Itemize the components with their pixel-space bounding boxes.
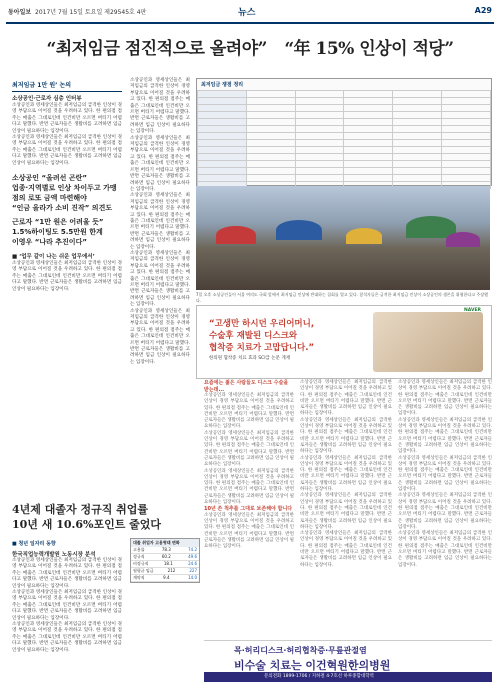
issue-table-cell — [393, 140, 442, 147]
employment-cell-label: 고용률 — [133, 547, 145, 552]
issue-table-cell — [295, 91, 344, 98]
issue-table-cell — [246, 98, 295, 105]
issue-table-cell — [246, 91, 295, 98]
employment-row — [131, 575, 199, 582]
ad-line-1: “고생만 하시던 우리어머니, — [209, 319, 315, 329]
issue-table-cell — [246, 112, 295, 119]
quote-line-2: 업종·지역별로 인상 차이두고 가맹점의 로또 금액 마련해야 — [12, 184, 117, 203]
col2-text-2: 소상공인과 영세상인들은 최저임금의 급격한 인상이 경영 부담으로 이어질 것을 우려하고 있다. 한 편의점 점주는 매출은 그대로인데 인건비만 오르면 버티기 어렵다고 말했다. 반면 근로자들은 생활비를 고려하면 임금 인상이 필요하다는 입장이다. — [130, 135, 190, 192]
issue-table-row — [198, 168, 491, 175]
issue-table-cell — [295, 133, 344, 140]
employment-cell-v2: 24.6 — [188, 561, 197, 566]
headline-left: “최저임금 점진적으로 올려야” — [46, 39, 267, 59]
issue-table-cell — [246, 105, 295, 112]
issue-table-cell — [295, 154, 344, 161]
issue-table-cell — [442, 105, 491, 112]
issue-table-cell — [295, 105, 344, 112]
issue-table-cell — [442, 175, 491, 182]
stats-body-3: 소상공인과 영세상인들은 최저임금의 급격한 인상이 경영 부담으로 이어질 것을 우려하고 있다. 한 편의점 점주는 매출은 그대로인데 인건비만 오르면 버티기 어렵다고 말했다. 반면 근로자들은 생활비를 고려하면 임금 인상이 필요하다는 입장이다. — [12, 622, 122, 653]
issue-table-cell — [295, 175, 344, 182]
side-subhead: 소상공인·근로자 심층 인터뷰 — [12, 96, 82, 102]
employment-cell-label: 월평균 임금 — [133, 568, 154, 573]
issue-table-cell — [344, 91, 393, 98]
col2-text-5: 소상공인과 영세상인들은 최저임금의 급격한 인상이 경영 부담으로 이어질 것을 우려하고 있다. 한 편의점 점주는 매출은 그대로인데 인건비만 오르면 버티기 어렵다고 말했다. 반면 근로자들은 생활비를 고려하면 임금 인상이 필요하다는 입장이다. — [130, 308, 190, 365]
ad-column-1 — [204, 380, 294, 551]
issue-table-cell — [393, 91, 442, 98]
issue-table-cell — [442, 91, 491, 98]
issue-table-cell — [344, 140, 393, 147]
ad-red-text-2: 10년 쓴 척추를 그대로 보존해야 합니다 — [204, 506, 293, 513]
ad-body-3: 소상공인과 영세상인들은 최저임금의 급격한 인상이 경영 부담으로 이어질 것을 우려하고 있다. 한 편의점 점주는 매출은 그대로인데 인건비만 오르면 버티기 어렵다고 말했다. 반면 근로자들은 생활비를 고려하면 임금 인상이 필요하다는 입장이다. — [204, 468, 294, 506]
issue-table-cell — [393, 119, 442, 126]
employment-row — [131, 568, 199, 575]
issue-table-cell — [198, 126, 247, 133]
issue-table-cell — [198, 175, 247, 182]
ad-body-10: 소상공인과 영세상인들은 최저임금의 급격한 인상이 경영 부담으로 이어질 것을 우려하고 있다. 한 편의점 점주는 매출은 그대로인데 인건비만 오르면 버티기 어렵다고 말했다. 반면 근로자들은 생활비를 고려하면 임금 인상이 필요하다는 입장이다. — [398, 380, 492, 417]
issue-table-cell — [393, 161, 442, 168]
employment-table-title: 대졸 취업자 고용형태 변화 — [131, 539, 199, 547]
employment-cell-v2: 49.6 — [188, 554, 197, 559]
issue-table-cell — [295, 126, 344, 133]
section-label: 뉴스 — [238, 8, 256, 18]
ad-column-3 — [398, 380, 492, 569]
issue-table-cell — [198, 98, 247, 105]
issue-table-cell — [442, 112, 491, 119]
issue-table-cell — [442, 168, 491, 175]
side-title: 최저임금 1만 원’ 논의 — [12, 80, 122, 92]
issue-table-cell — [295, 140, 344, 147]
issue-table-row — [198, 126, 491, 133]
issue-table-cell — [393, 98, 442, 105]
photo-caption: 7일 오후 소상공인들이 서울 여의도 국회 앞에서 최저임금 인상에 반대하는 집회를 열고 있다. 참석자들은 급격한 최저임금 인상이 소상공인의 생존을 위협한다고 주장했다. — [196, 292, 488, 303]
issue-table-cell — [442, 154, 491, 161]
issue-table-cell — [198, 119, 247, 126]
issue-table-cell — [295, 119, 344, 126]
issue-table-cell — [295, 112, 344, 119]
issue-table-cell — [246, 126, 295, 133]
issue-table-cell — [198, 133, 247, 140]
ad-column-2 — [300, 380, 392, 569]
employment-cell-v1: 78.3 — [161, 547, 171, 552]
issue-table-cell — [198, 112, 247, 119]
clinic-ad[interactable] — [196, 305, 492, 379]
side-body-3: 소상공인과 영세상인들은 최저임금의 급격한 인상이 경영 부담으로 이어질 것을 우려하고 있다. 한 편의점 점주는 매출은 그대로인데 인건비만 오르면 버티기 어렵다고 말했다. 반면 근로자들은 생활비를 고려하면 임금 인상이 필요하다는 입장이다. — [12, 261, 122, 292]
ad-body-12: 소상공인과 영세상인들은 최저임금의 급격한 인상이 경영 부담으로 이어질 것을 우려하고 있다. 한 편의점 점주는 매출은 그대로인데 인건비만 오르면 버티기 어렵다고 말했다. 반면 근로자들은 생활비를 고려하면 임금 인상이 필요하다는 입장이다. — [398, 455, 492, 493]
quote-line-3: “인금 올라가 소비 진작” 의견도 — [12, 204, 113, 213]
issue-table-title: 최저임금 쟁점 정리 — [201, 82, 244, 88]
issue-table-cell — [344, 119, 393, 126]
issue-table-row — [198, 133, 491, 140]
quote-line-1: 소상공인 “올려선 곤란” — [12, 174, 87, 183]
employment-cell-label: 비정규직 — [133, 561, 149, 566]
issue-table-cell — [344, 98, 393, 105]
headline-right: “年 15% 인상이 적당” — [284, 39, 454, 59]
issue-table-cell — [246, 147, 295, 154]
issue-table-cell — [344, 168, 393, 175]
issue-table-cell — [246, 175, 295, 182]
issue-table-cell — [198, 154, 247, 161]
umbrella-shape — [216, 226, 256, 244]
issue-date: 2017년 7월 15일 토요일 제29545호 4판 — [35, 9, 147, 16]
employment-row — [131, 561, 199, 568]
issue-table-row — [198, 154, 491, 161]
issue-table-cell — [295, 98, 344, 105]
issue-table-cell — [344, 112, 393, 119]
ad-body-4: 소상공인과 영세상인들은 최저임금의 급격한 인상이 경영 부담으로 이어질 것을 우려하고 있다. 한 편의점 점주는 매출은 그대로인데 인건비만 오르면 버티기 어렵다고 말했다. 반면 근로자들은 생활비를 고려하면 임금 인상이 필요하다는 입장이다. — [204, 512, 294, 550]
ad-body-8: 소상공인과 영세상인들은 최저임금의 급격한 인상이 경영 부담으로 이어질 것을 우려하고 있다. 한 편의점 점주는 매출은 그대로인데 인건비만 오르면 버티기 어렵다고 말했다. 반면 근로자들은 생활비를 고려하면 임금 인상이 필요하다는 입장이다. — [300, 493, 392, 530]
issue-table-cell — [295, 168, 344, 175]
lower-headline-2: 10년 새 10.6%포인트 줄었다 — [12, 518, 162, 531]
employment-cell-label: 정규직 — [133, 554, 145, 559]
bottom-ad-line-1: 목·허리디스크·허리협착증·무릎관절염 — [234, 646, 367, 655]
side-body-2: 소상공인과 영세상인들은 최저임금의 급격한 인상이 경영 부담으로 이어질 것을 우려하고 있다. 한 편의점 점주는 매출은 그대로인데 인건비만 오르면 버티기 어렵다고 말했다. 반면 근로자들은 생활비를 고려하면 임금 인상이 필요하다는 입장이다. — [12, 135, 122, 166]
issue-table-cell — [198, 161, 247, 168]
ad-body-2: 소상공인과 영세상인들은 최저임금의 급격한 인상이 경영 부담으로 이어질 것을 우려하고 있다. 한 편의점 점주는 매출은 그대로인데 인건비만 오르면 버티기 어렵다고 말했다. 반면 근로자들은 생활비를 고려하면 임금 인상이 필요하다는 입장이다. — [204, 430, 294, 468]
bottom-ad-contact: 문의전화 1899-1706 / 지하철 4·7호선 하루종합대학역 — [204, 672, 492, 682]
ad-line-2: 수술후 재발된 디스크와 — [209, 331, 298, 341]
quote-line-6: 이영우 “나라 추진이다” — [12, 238, 87, 247]
side-section-head: ■ ‘업무 같이 나는 쉬운 업무에서’ — [12, 254, 95, 261]
ad-body-6: 소상공인과 영세상인들은 최저임금의 급격한 인상이 경영 부담으로 이어질 것을 우려하고 있다. 한 편의점 점주는 매출은 그대로인데 인건비만 오르면 버티기 어렵다고 말했다. 반면 근로자들은 생활비를 고려하면 임금 인상이 필요하다는 입장이다. — [300, 417, 392, 455]
ad-body-14: 소상공인과 영세상인들은 최저임금의 급격한 인상이 경영 부담으로 이어질 것을 우려하고 있다. 한 편의점 점주는 매출은 그대로인데 인건비만 오르면 버티기 어렵다고 말했다. 반면 근로자들은 생활비를 고려하면 임금 인상이 필요하다는 입장이다. — [398, 531, 492, 568]
issue-table-cell — [246, 154, 295, 161]
issue-table-row — [198, 105, 491, 112]
issue-table-cell — [393, 168, 442, 175]
col2-text-4: 소상공인과 영세상인들은 최저임금의 급격한 인상이 경영 부담으로 이어질 것을 우려하고 있다. 한 편의점 점주는 매출은 그대로인데 인건비만 오르면 버티기 어렵다고 말했다. 반면 근로자들은 생활비를 고려하면 임금 인상이 필요하다는 입장이다. — [130, 250, 190, 308]
issue-table-cell — [295, 147, 344, 154]
issue-table-cell — [344, 126, 393, 133]
quote-line-4: 근로자 “1만 원은 어려울 듯” — [12, 218, 104, 227]
ad-body-11: 소상공인과 영세상인들은 최저임금의 급격한 인상이 경영 부담으로 이어질 것을 우려하고 있다. 한 편의점 점주는 매출은 그대로인데 인건비만 오르면 버티기 어렵다고 말했다. 반면 근로자들은 생활비를 고려하면 임금 인상이 필요하다는 입장이다. — [398, 417, 492, 455]
umbrella-shape — [446, 232, 480, 247]
issue-table-cell — [442, 147, 491, 154]
col2-text-1: 소상공인과 영세상인들은 최저임금의 급격한 인상이 경영 부담으로 이어질 것을 우려하고 있다. 한 편의점 점주는 매출은 그대로인데 인건비만 오르면 버티기 어렵다고 말했다. 반면 근로자들은 생활비를 고려하면 임금 인상이 필요하다는 입장이다. — [130, 78, 190, 135]
issue-table-cell — [198, 91, 247, 98]
issue-table-row — [198, 98, 491, 105]
header-rule — [6, 22, 494, 24]
page-header — [0, 0, 500, 24]
issue-table-cell — [246, 119, 295, 126]
issue-table-cell — [198, 105, 247, 112]
pull-quote — [12, 173, 122, 247]
issue-table-cell — [442, 161, 491, 168]
issue-table-cell — [393, 175, 442, 182]
employment-cell-v1: 212 — [167, 568, 176, 573]
ad-body-7: 소상공인과 영세상인들은 최저임금의 급격한 인상이 경영 부담으로 이어질 것을 우려하고 있다. 한 편의점 점주는 매출은 그대로인데 인건비만 오르면 버티기 어렵다고 말했다. 반면 근로자들은 생활비를 고려하면 임금 인상이 필요하다는 입장이다. — [300, 455, 392, 493]
issue-table-row — [198, 175, 491, 182]
issue-table-cell — [246, 168, 295, 175]
stats-column — [12, 540, 122, 654]
ad-red-text-1: 요즘에는 젊은 사람들도 디스크 수술을 받는데... — [204, 380, 289, 393]
lower-headline-1: 4년제 대졸자 정규직 취업률 — [12, 503, 149, 516]
issue-table-row — [198, 91, 491, 98]
issue-table-row — [198, 147, 491, 154]
issue-table-cell — [393, 147, 442, 154]
ad-headline — [209, 318, 314, 354]
stats-subhead: 한국직업능력개발원 노동시장 분석 — [12, 552, 96, 558]
issue-table-grid — [197, 90, 491, 189]
lower-headline — [12, 502, 192, 532]
issue-table-cell — [295, 161, 344, 168]
issue-table-cell — [344, 147, 393, 154]
page-number: A29 — [474, 6, 492, 15]
quote-line-5: 1.5%하이팅도 5.5만원 한계 — [12, 228, 103, 237]
column-2 — [130, 78, 190, 366]
issue-table-cell — [246, 161, 295, 168]
issue-table-row — [198, 119, 491, 126]
ad-photo — [373, 312, 483, 372]
stats-body-1: 소상공인과 영세상인들은 최저임금의 급격한 인상이 경영 부담으로 이어질 것을 우려하고 있다. 한 편의점 점주는 매출은 그대로인데 인건비만 오르면 버티기 어렵다고 말했다. 반면 근로자들은 생활비를 고려하면 임금 인상이 필요하다는 입장이다. — [12, 558, 122, 589]
side-body-1: 소상공인과 영세상인들은 최저임금의 급격한 인상이 경영 부담으로 이어질 것을 우려하고 있다. 한 편의점 점주는 매출은 그대로인데 인건비만 오르면 버티기 어렵다고 말했다. 반면 근로자들은 생활비를 고려하면 임금 인상이 필요하다는 입장이다. — [12, 103, 122, 134]
ad-body-9: 소상공인과 영세상인들은 최저임금의 급격한 인상이 경영 부담으로 이어질 것을 우려하고 있다. 한 편의점 점주는 매출은 그대로인데 인건비만 오르면 버티기 어렵다고 말했다. 반면 근로자들은 생활비를 고려하면 임금 인상이 필요하다는 입장이다. — [300, 531, 392, 568]
ad-subtext: 한의원 협착증 치료 효과 SCI급 논문 게재 — [209, 356, 291, 361]
main-headline — [0, 34, 500, 59]
issue-table — [196, 78, 492, 186]
issue-table-cell — [442, 133, 491, 140]
ad-logo: NAVER — [464, 308, 481, 313]
umbrella-shape — [346, 228, 382, 244]
employment-cell-v1: 60.2 — [161, 554, 171, 559]
issue-table-cell — [344, 105, 393, 112]
issue-table-cell — [393, 105, 442, 112]
ad-body-1: 소상공인과 영세상인들은 최저임금의 급격한 인상이 경영 부담으로 이어질 것을 우려하고 있다. 한 편의점 점주는 매출은 그대로인데 인건비만 오르면 버티기 어렵다고 말했다. 반면 근로자들은 생활비를 고려하면 임금 인상이 필요하다는 입장이다. — [204, 393, 294, 430]
issue-table-cell — [393, 126, 442, 133]
stats-body-2: 소상공인과 영세상인들은 최저임금의 급격한 인상이 경영 부담으로 이어질 것을 우려하고 있다. 한 편의점 점주는 매출은 그대로인데 인건비만 오르면 버티기 어렵다고 말했다. 반면 근로자들은 생활비를 고려하면 임금 인상이 필요하다는 입장이다. — [12, 590, 122, 621]
issue-table-row — [198, 140, 491, 147]
issue-table-cell — [198, 140, 247, 147]
issue-table-cell — [393, 133, 442, 140]
issue-table-cell — [344, 154, 393, 161]
issue-table-cell — [344, 161, 393, 168]
employment-row — [131, 554, 199, 561]
issue-table-cell — [442, 119, 491, 126]
issue-table-cell — [393, 112, 442, 119]
employment-cell-v2: 74.2 — [188, 547, 197, 552]
employment-cell-v2: 14.0 — [188, 575, 197, 580]
umbrella-shape — [276, 220, 322, 240]
issue-table-cell — [344, 133, 393, 140]
issue-table-cell — [198, 168, 247, 175]
stats-title: ■ 청년 일자리 동향 — [12, 541, 56, 547]
col2-text-3: 소상공인과 영세상인들은 최저임금의 급격한 인상이 경영 부담으로 이어질 것을 우려하고 있다. 한 편의점 점주는 매출은 그대로인데 인건비만 오르면 버티기 어렵다고 말했다. 반면 근로자들은 생활비를 고려하면 임금 인상이 필요하다는 입장이다. — [130, 193, 190, 250]
issue-table-row — [198, 112, 491, 119]
side-column — [12, 80, 122, 293]
employment-row — [131, 547, 199, 554]
issue-table-cell — [198, 147, 247, 154]
protest-photo — [196, 186, 490, 290]
ad-body-13: 소상공인과 영세상인들은 최저임금의 급격한 인상이 경영 부담으로 이어질 것을 우려하고 있다. 한 편의점 점주는 매출은 그대로인데 인건비만 오르면 버티기 어렵다고 말했다. 반면 근로자들은 생활비를 고려하면 임금 인상이 필요하다는 입장이다. — [398, 493, 492, 530]
employment-table — [130, 538, 200, 583]
employment-cell-label: 계약직 — [133, 575, 145, 580]
issue-table-cell — [344, 175, 393, 182]
ad-body-5: 소상공인과 영세상인들은 최저임금의 급격한 인상이 경영 부담으로 이어질 것을 우려하고 있다. 한 편의점 점주는 매출은 그대로인데 인건비만 오르면 버티기 어렵다고 말했다. 반면 근로자들은 생활비를 고려하면 임금 인상이 필요하다는 입장이다. — [300, 380, 392, 417]
issue-table-cell — [442, 126, 491, 133]
ad-line-3: 협착증 치료가 고맙답니다.” — [209, 343, 315, 353]
issue-table-cell — [246, 140, 295, 147]
employment-cell-v1: 9.4 — [163, 575, 170, 580]
employment-cell-v1: 18.1 — [163, 561, 173, 566]
employment-cell-v2: 227 — [189, 568, 197, 573]
issue-table-cell — [442, 98, 491, 105]
paper-name: 동아일보 — [8, 9, 32, 16]
issue-table-cell — [442, 140, 491, 147]
issue-table-row — [198, 161, 491, 168]
issue-table-cell — [393, 154, 442, 161]
bottom-ad-line-2: 비수술 치료는 이건혁원한의병원 — [234, 659, 391, 672]
issue-table-cell — [246, 133, 295, 140]
bottom-ad[interactable] — [204, 640, 492, 683]
header-date — [8, 7, 146, 16]
